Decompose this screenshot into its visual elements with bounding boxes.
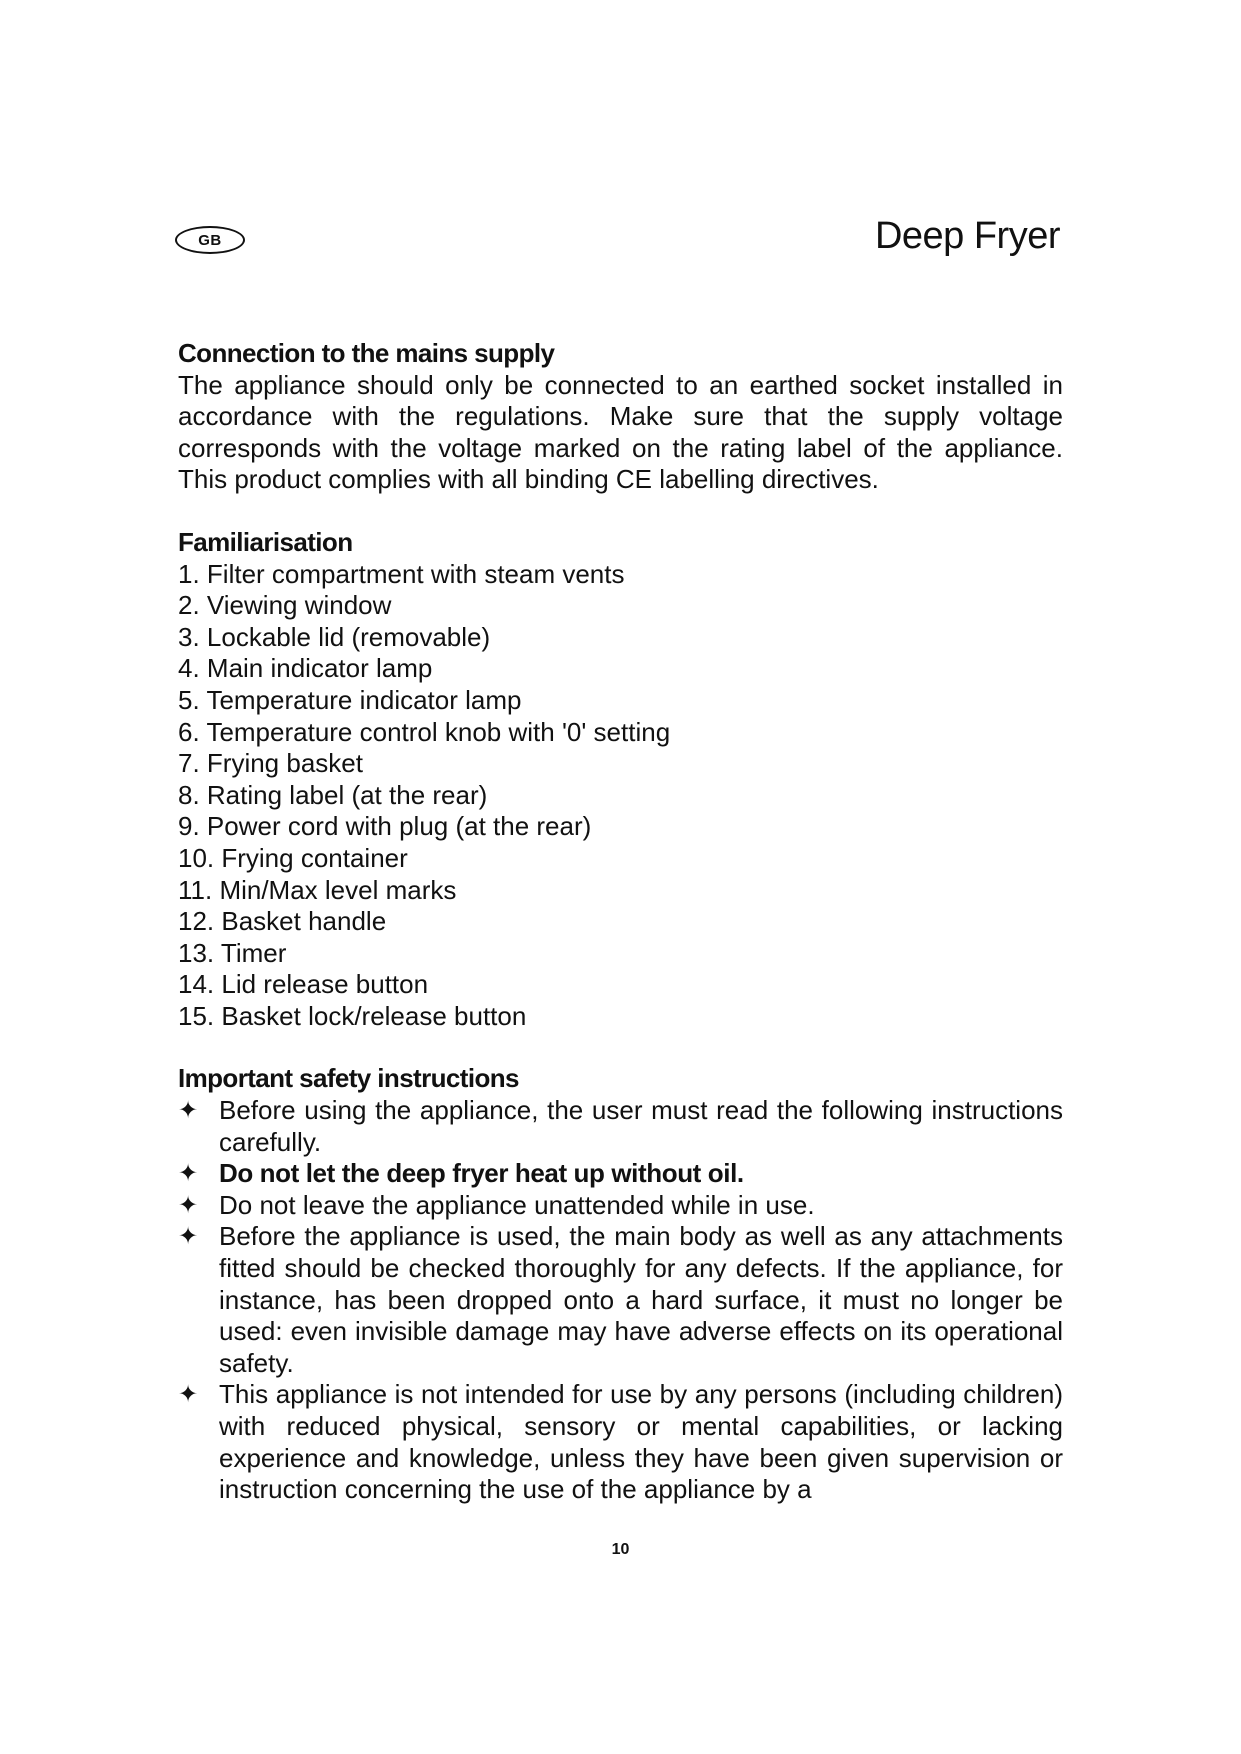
safety-item-text: This appliance is not intended for use by any persons (including children) with reduced physical, sensory or mental capabilities, or lacking experience and knowledge, unless they have been given supervision or instruction concerning the use of the appliance by a	[219, 1379, 1063, 1505]
list-item: 11. Min/Max level marks	[178, 874, 457, 905]
list-item: 1. Filter compartment with steam vents	[178, 558, 625, 589]
list-item: 13. Timer	[178, 937, 287, 968]
safety-item-text: Before using the appliance, the user must read the following instructions carefully.	[219, 1095, 1063, 1157]
safety-item-warning	[178, 1158, 1063, 1190]
familiarisation-section	[178, 527, 1063, 1033]
list-item: 6. Temperature control knob with '0' setting	[178, 716, 671, 747]
star-bullet-icon: ✦	[178, 1191, 199, 1219]
list-item: 10. Frying container	[178, 842, 408, 873]
familiarisation-heading: Familiarisation	[178, 526, 353, 557]
document-title: Deep Fryer	[874, 215, 1060, 257]
list-item: 5. Temperature indicator lamp	[178, 684, 522, 715]
safety-section	[178, 1063, 1063, 1505]
list-item: 9. Power cord with plug (at the rear)	[178, 811, 592, 842]
list-item: 12. Basket handle	[178, 906, 387, 937]
list-item: 7. Frying basket	[178, 748, 363, 779]
language-badge: GB	[175, 226, 245, 254]
safety-item	[178, 1379, 1063, 1505]
list-item: 4. Main indicator lamp	[178, 653, 433, 684]
safety-item	[178, 1190, 1063, 1222]
safety-item-text: Do not leave the appliance unattended while in use.	[219, 1189, 815, 1220]
list-item: 8. Rating label (at the rear)	[178, 779, 488, 810]
mains-section	[178, 338, 1063, 496]
safety-list	[178, 1095, 1063, 1506]
parts-list	[178, 559, 1063, 1033]
safety-item-text: Before the appliance is used, the main body as well as any attachments fitted should be checked thoroughly for any defects. If the appliance, for instance, has been dropped onto a hard surface, it must no longer be used: even invisible damage may have adverse effects on its operational safety.	[219, 1221, 1063, 1378]
safety-item	[178, 1095, 1063, 1158]
star-bullet-icon: ✦	[178, 1097, 199, 1125]
list-item: 15. Basket lock/release button	[178, 1000, 527, 1031]
safety-heading: Important safety instructions	[178, 1063, 519, 1094]
mains-paragraph: The appliance should only be connected to an earthed socket installed in accordance with the regulations. Make sure that the supply voltage corresponds with the voltage marked on the rating label of the appliance. This product complies with all binding CE labelling directives.	[178, 369, 1063, 495]
star-bullet-icon: ✦	[178, 1381, 199, 1409]
page-number: 10	[611, 1541, 630, 1558]
safety-item-text: Do not let the deep fryer heat up without oil.	[219, 1158, 744, 1189]
star-bullet-icon: ✦	[178, 1160, 198, 1188]
mains-heading: Connection to the mains supply	[178, 338, 555, 368]
star-bullet-icon: ✦	[178, 1223, 199, 1251]
list-item: 14. Lid release button	[178, 969, 429, 1000]
safety-item	[178, 1221, 1063, 1379]
list-item: 2. Viewing window	[178, 590, 392, 621]
page-content	[178, 338, 1063, 1506]
list-item: 3. Lockable lid (removable)	[178, 621, 491, 652]
